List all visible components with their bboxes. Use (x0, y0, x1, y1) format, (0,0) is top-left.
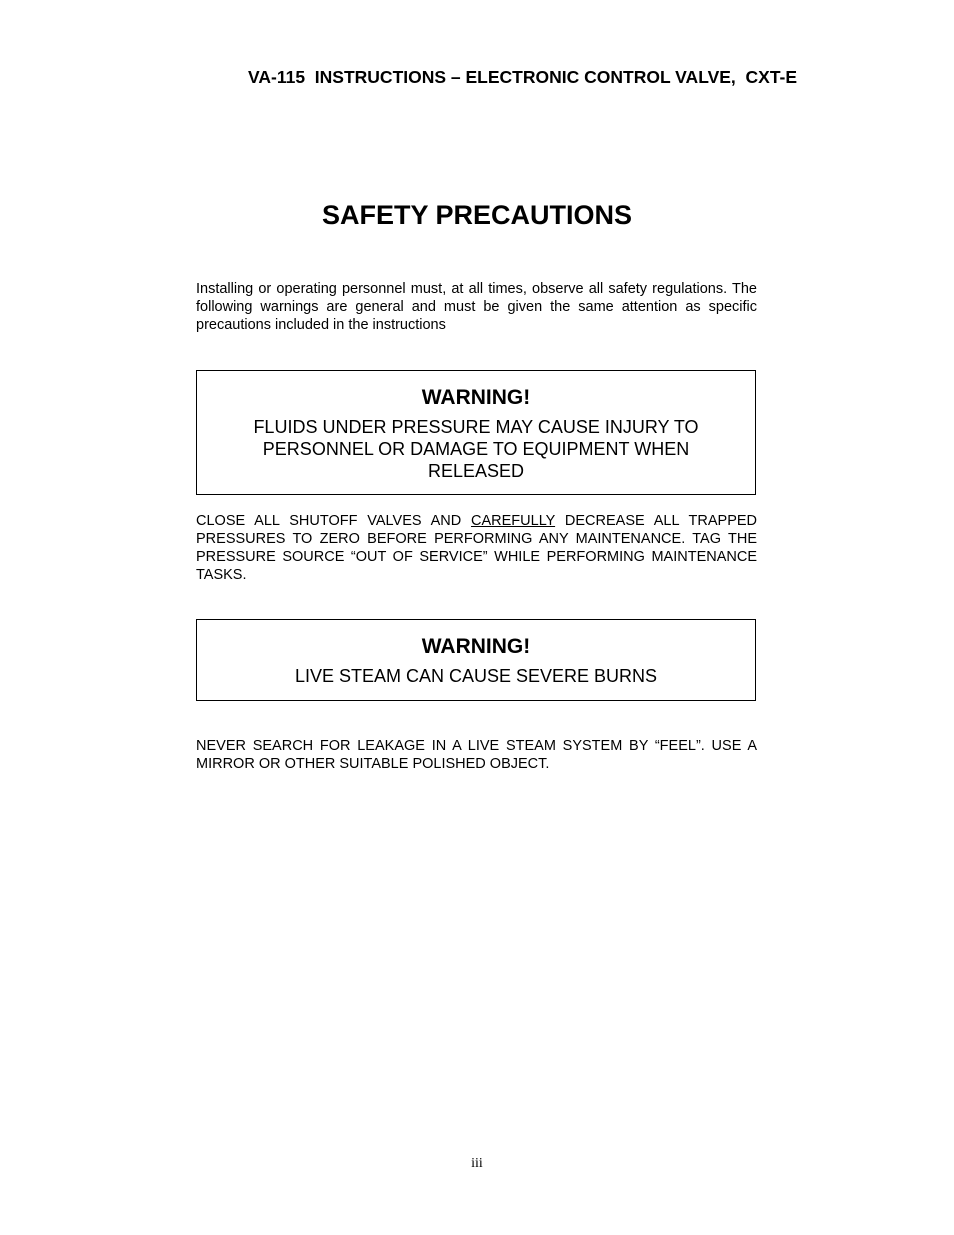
steam-instruction-paragraph: NEVER SEARCH FOR LEAKAGE IN A LIVE STEAM SYSTEM BY “FEEL”. USE A MIRROR OR OTHER SUITABLE POLISHED OBJECT. (196, 738, 757, 772)
instruction-text-after: DECREASE ALL TRAPPED PRESSURES TO ZERO BEFORE PERFORMING ANY MAINTENANCE. TAG THE PRESSURE SOURCE “OUT OF SERVICE” WHILE PERFORMING MAINTENANCE TASKS. (196, 513, 758, 583)
warning-box-pressure (196, 370, 756, 495)
page-number: iii (471, 1156, 483, 1171)
page-title: SAFETY PRECAUTIONS (321, 200, 633, 230)
underlined-emphasis: CAREFULLY (471, 513, 556, 529)
warning-box-steam (196, 619, 756, 701)
document-header: VA-115 INSTRUCTIONS – ELECTRONIC CONTROL VALVE, CXT-E (248, 67, 798, 87)
instruction-text-before: CLOSE ALL SHUTOFF VALVES AND (196, 513, 472, 529)
pressure-instruction-paragraph (196, 512, 757, 584)
warning-text: LIVE STEAM CAN CAUSE SEVERE BURNS (294, 666, 658, 686)
warning-heading: WARNING! (421, 386, 531, 409)
warning-heading: WARNING! (421, 635, 531, 658)
warning-text: FLUIDS UNDER PRESSURE MAY CAUSE INJURY TO PERSONNEL OR DAMAGE TO EQUIPMENT WHEN RELEASED (253, 417, 699, 481)
intro-paragraph: Installing or operating personnel must, at all times, observe all safety regulations. The following warnings are general and must be given the same attention as specific precautions included in the instructions (196, 281, 757, 333)
